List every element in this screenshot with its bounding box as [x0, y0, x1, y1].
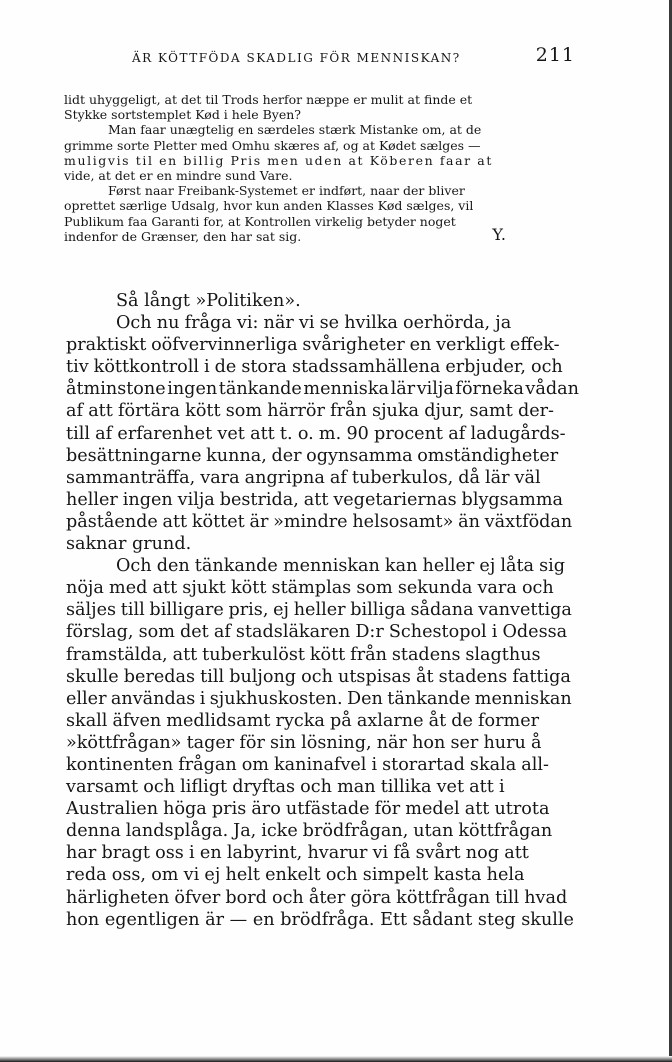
quote-line-text: indenfor de Grænser, den har sat sig.: [64, 228, 302, 244]
page-number: 211: [535, 44, 575, 66]
text-line: denna landsplåga. Ja, icke brödfrågan, utan köttfrågan: [66, 821, 553, 842]
text-line: af att förtära kött som härrör från sjuka djur, samt der-: [66, 401, 554, 422]
text-line: framstälda, att tuberkulöst kött från stadens slagthus: [66, 644, 541, 665]
quote-line: muligvis til en billig Pris men uden at Köberen faar at: [64, 152, 493, 168]
text-line: påstående att köttet är »mindre helsosamt» än växtfödan: [66, 511, 573, 532]
text-line: sammanträffa, vara angripna af tuberkulos, då lär väl: [66, 467, 541, 488]
text-line: reda oss, om vi ej helt enkelt och simpelt kasta hela: [66, 865, 525, 886]
text-line: kontinenten frågan om kaninafvel i storartad skala all-: [66, 754, 549, 775]
text-line: heller ingen vilja bestrida, att vegetariernas blygsamma: [66, 489, 564, 510]
text-line: besättningarne kunna, der ogynsamma omständigheter: [66, 445, 559, 466]
text-line: säljes till billigare pris, ej heller billiga sådana vanvettiga: [66, 600, 572, 621]
quote-line: oprettet særlige Udsalg, hvor kun anden Klasses Kød sælges, vil: [64, 198, 474, 214]
text-line: »köttfrågan» tager för sin lösning, när hon ser huru å: [66, 732, 542, 753]
text-line: Och den tänkande menniskan kan heller ej låta sig: [116, 556, 566, 577]
quote-line: grimme sorte Pletter med Omhu skæres af, og at Kødet sælges —: [64, 137, 481, 153]
scan-bottom-edge: [0, 1056, 672, 1062]
running-head: ÄR KÖTTFÖDA SKADLIG FÖR MENNISKAN?: [132, 51, 461, 65]
danish-quote: [64, 92, 570, 244]
quote-line: Man faar unægtelig en særdeles stærk Mistanke om, at de: [108, 122, 482, 138]
text-line: åtminstone ingen tänkande menniska lär vilja förneka vådan: [66, 379, 579, 400]
text-line: härligheten öfver bord och åter göra köttfrågan till hvad: [66, 887, 568, 908]
quote-line: Først naar Freibank-Systemet er indført, naar der bliver: [108, 183, 465, 199]
text-line: skulle beredas till buljong och utspisas åt stadens fattiga: [66, 666, 571, 687]
quote-line: [64, 224, 570, 244]
text-line: varsamt och lifligt dryftas och man tillika vet att i: [66, 777, 505, 798]
text-line: Och nu fråga vi: när vi se hvilka oerhörda, ja: [116, 313, 512, 334]
text-line: praktiskt oöfvervinnerliga svårigheter en verkligt effek-: [66, 335, 560, 356]
quote-line: vide, at det er en mindre sund Vare.: [64, 167, 293, 183]
text-line: nöja med att sjukt kött stämplas som sekunda vara och: [66, 578, 554, 599]
text-line: skall äfven medlidsamt rycka på axlarne åt de former: [66, 710, 540, 731]
text-line: Australien höga pris äro utfästade för medel att utrota: [66, 799, 550, 820]
quote-line: Publikum faa Garanti for, at Kontrollen virkelig betyder noget: [64, 213, 456, 229]
swedish-text: [66, 290, 579, 931]
page-header: [80, 44, 575, 68]
text-line: tiv köttkontroll i de stora stadssamhällena erbjuder, och: [66, 357, 563, 378]
quote-line: lidt uhyggeligt, at det til Trods herfor næppe er mulit at finde et: [64, 92, 473, 107]
text-line: förslag, som det af stadsläkaren D:r Schestopol i Odessa: [66, 622, 568, 643]
text-line: har bragt oss i en labyrint, hvarur vi få svårt nog att: [66, 843, 529, 864]
text-line: till af erfarenhet vet att t. o. m. 90 procent af ladugårds-: [66, 423, 566, 444]
text-line: saknar grund.: [66, 534, 192, 555]
text-line: Så långt »Politiken».: [116, 291, 301, 311]
quote-line: Stykke sortstemplet Kød i hele Byen?: [64, 107, 301, 123]
text-line: eller användas i sjukhuskosten. Den tänkande menniskan: [66, 688, 572, 709]
signature: Y.: [492, 224, 506, 244]
text-line: hon egentligen är — en brödfråga. Ett sådant steg skulle: [66, 909, 574, 930]
